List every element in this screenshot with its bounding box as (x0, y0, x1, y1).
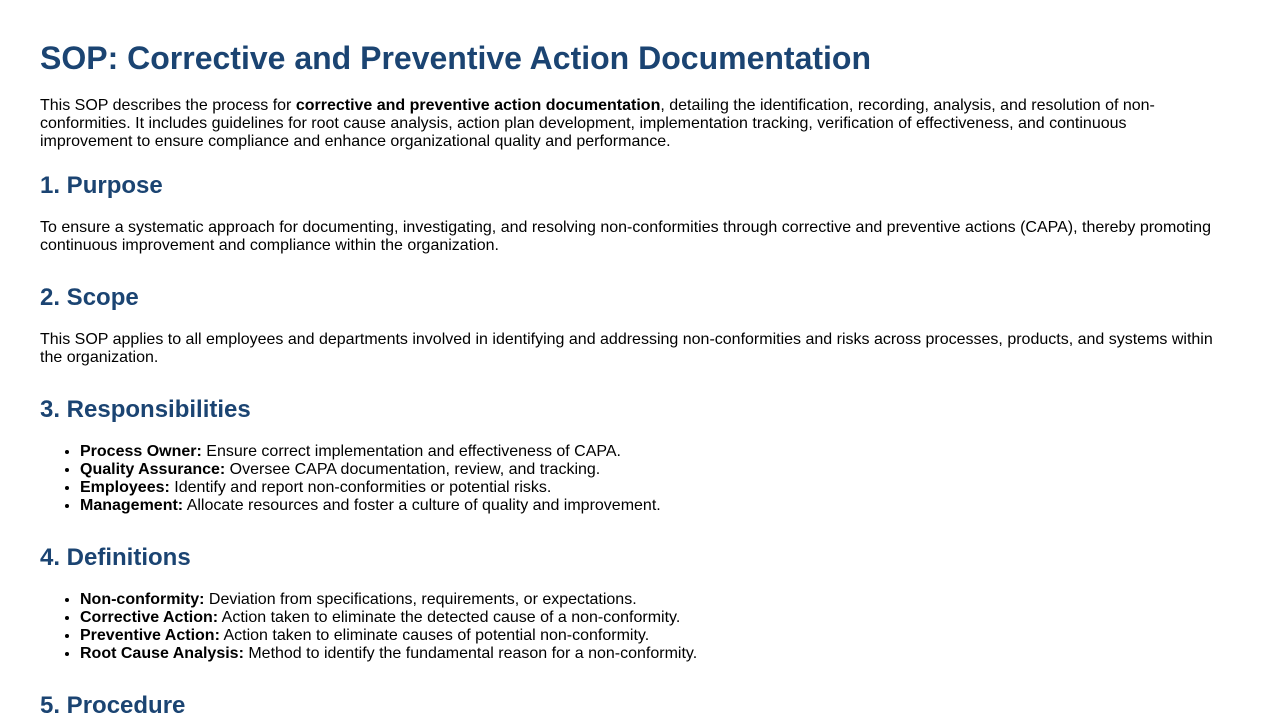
definitions-list (40, 591, 697, 663)
list-item-term: Employees: (80, 479, 170, 496)
list-item (80, 591, 697, 609)
section-heading-procedure: 5. Procedure (40, 692, 186, 719)
responsibilities-list (40, 443, 661, 515)
section-heading-definitions: 4. Definitions (40, 544, 191, 571)
list-item-term: Corrective Action: (80, 609, 219, 626)
scope-text: This SOP applies to all employees and departments involved in identifying and addressing non-conformities and risks across processes, products, and systems within the organization. (40, 331, 1213, 366)
list-item-term: Management: (80, 497, 184, 514)
list-item-desc: Action taken to eliminate causes of potential non-conformity. (219, 627, 650, 644)
list-item-desc: Action taken to eliminate the detected cause of a non-conformity. (218, 609, 681, 626)
section-heading-purpose: 1. Purpose (40, 172, 163, 199)
list-item-desc: Ensure correct implementation and effectiveness of CAPA. (201, 443, 621, 460)
list-item-desc: Oversee CAPA documentation, review, and tracking. (225, 461, 601, 478)
list-item-desc: Method to identify the fundamental reason for a non-conformity. (243, 645, 698, 662)
intro-text-start: This SOP describes the process for (40, 97, 296, 114)
section-heading-scope: 2. Scope (40, 284, 139, 311)
intro-paragraph (40, 97, 1223, 151)
list-item-term: Root Cause Analysis: (80, 645, 244, 662)
list-item (80, 443, 661, 461)
list-item-term: Quality Assurance: (80, 461, 226, 478)
intro-text-bold: corrective and preventive action documentation (295, 97, 661, 114)
page-title: SOP: Corrective and Preventive Action Documentation (40, 40, 871, 76)
list-item (80, 645, 697, 663)
list-item-term: Non-conformity: (80, 591, 205, 608)
section-heading-responsibilities: 3. Responsibilities (40, 396, 251, 423)
list-item-term: Preventive Action: (80, 627, 220, 644)
list-item (80, 627, 697, 645)
list-item-desc: Identify and report non-conformities or potential risks. (169, 479, 552, 496)
list-item-desc: Deviation from specifications, requirements, or expectations. (204, 591, 637, 608)
list-item-term: Process Owner: (80, 443, 202, 460)
intro-text-end: , detailing the identification, recording, analysis, and resolution of non-conformities. It includes guidelines for root cause analysis, action plan development, implementation tracking, verification of effectiveness, and continuous improvement to ensure compliance and enhance organizational quality and performance. (40, 97, 1155, 150)
list-item-desc: Allocate resources and foster a culture of quality and improvement. (183, 497, 661, 514)
list-item (80, 479, 661, 497)
purpose-text: To ensure a systematic approach for documenting, investigating, and resolving non-conformities through corrective and preventive actions (CAPA), thereby promoting continuous improvement and compliance within the organization. (40, 219, 1211, 254)
list-item (80, 461, 661, 479)
list-item (80, 497, 661, 515)
list-item (80, 609, 697, 627)
